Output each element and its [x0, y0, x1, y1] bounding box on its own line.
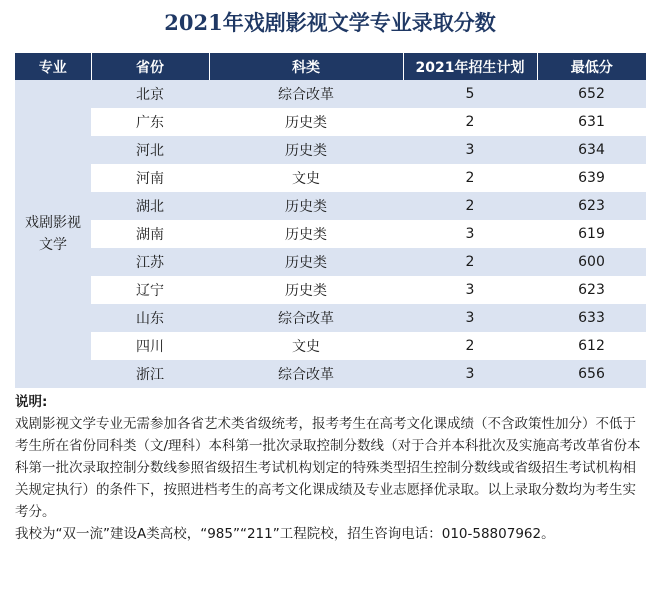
min-score-cell: 619: [537, 220, 646, 248]
province-cell: 四川: [91, 332, 209, 360]
plan-cell: 2: [403, 164, 537, 192]
province-cell: 浙江: [91, 360, 209, 388]
table-row: [15, 80, 646, 108]
plan-cell: 2: [403, 332, 537, 360]
plan-cell: 5: [403, 80, 537, 108]
province-cell: 湖北: [91, 192, 209, 220]
min-score-cell: 652: [537, 80, 646, 108]
column-header-province: 省份: [91, 53, 209, 80]
major-cell: 戏剧影视文学: [15, 80, 91, 388]
table-header-row: [15, 53, 646, 80]
table-row: [15, 192, 646, 220]
province-cell: 广东: [91, 108, 209, 136]
min-score-cell: 634: [537, 136, 646, 164]
notes-heading: 说明:: [15, 394, 48, 410]
category-cell: 历史类: [209, 136, 403, 164]
plan-cell: 2: [403, 192, 537, 220]
province-cell: 湖南: [91, 220, 209, 248]
table-row: [15, 108, 646, 136]
min-score-cell: 639: [537, 164, 646, 192]
plan-cell: 2: [403, 108, 537, 136]
plan-cell: 3: [403, 220, 537, 248]
column-header-category: 科类: [209, 53, 403, 80]
plan-cell: 3: [403, 304, 537, 332]
category-cell: 历史类: [209, 192, 403, 220]
min-score-cell: 600: [537, 248, 646, 276]
min-score-cell: 631: [537, 108, 646, 136]
province-cell: 山东: [91, 304, 209, 332]
plan-cell: 3: [403, 360, 537, 388]
province-cell: 河北: [91, 136, 209, 164]
category-cell: 综合改革: [209, 360, 403, 388]
category-cell: 历史类: [209, 248, 403, 276]
table-row: [15, 360, 646, 388]
page-title: 2021年戏剧影视文学专业录取分数: [164, 10, 496, 35]
table-row: [15, 136, 646, 164]
province-cell: 河南: [91, 164, 209, 192]
plan-cell: 2: [403, 248, 537, 276]
min-score-cell: 633: [537, 304, 646, 332]
category-cell: 文史: [209, 332, 403, 360]
notes-section: [15, 391, 647, 545]
table-row: [15, 304, 646, 332]
plan-cell: 3: [403, 136, 537, 164]
table-row: [15, 276, 646, 304]
table-body: [15, 80, 646, 388]
table-row: [15, 164, 646, 192]
min-score-cell: 656: [537, 360, 646, 388]
province-cell: 北京: [91, 80, 209, 108]
plan-cell: 3: [403, 276, 537, 304]
notes-paragraph-contact: 我校为“双一流”建设A类高校，“985”“211”工程院校，招生咨询电话：010-58807962。: [15, 526, 555, 542]
admission-score-table: [15, 53, 646, 388]
column-header-major: 专业: [15, 53, 91, 80]
province-cell: 江苏: [91, 248, 209, 276]
category-cell: 综合改革: [209, 304, 403, 332]
min-score-cell: 623: [537, 276, 646, 304]
notes-paragraph-requirements: 戏剧影视文学专业无需参加各省艺术类省级统考，报考考生在高考文化课成绩（不含政策性加分）不低于考生所在省份同科类（文/理科）本科第一批次录取控制分数线（对于合并本科批次及实施高考改革省份本科第一批次录取控制分数线参照省级招生考试机构划定的特殊类型招生控制分数线或省级招生考试机构相关规定执行）的条件下，按照进档考生的高考文化课成绩及专业志愿择优录取。以上录取分数均为考生实考分。: [15, 416, 641, 520]
category-cell: 文史: [209, 164, 403, 192]
min-score-cell: 623: [537, 192, 646, 220]
category-cell: 历史类: [209, 108, 403, 136]
category-cell: 历史类: [209, 276, 403, 304]
table-row: [15, 248, 646, 276]
column-header-plan: 2021年招生计划: [403, 53, 537, 80]
category-cell: 历史类: [209, 220, 403, 248]
table-row: [15, 332, 646, 360]
province-cell: 辽宁: [91, 276, 209, 304]
table-row: [15, 220, 646, 248]
category-cell: 综合改革: [209, 80, 403, 108]
min-score-cell: 612: [537, 332, 646, 360]
column-header-min-score: 最低分: [537, 53, 646, 80]
